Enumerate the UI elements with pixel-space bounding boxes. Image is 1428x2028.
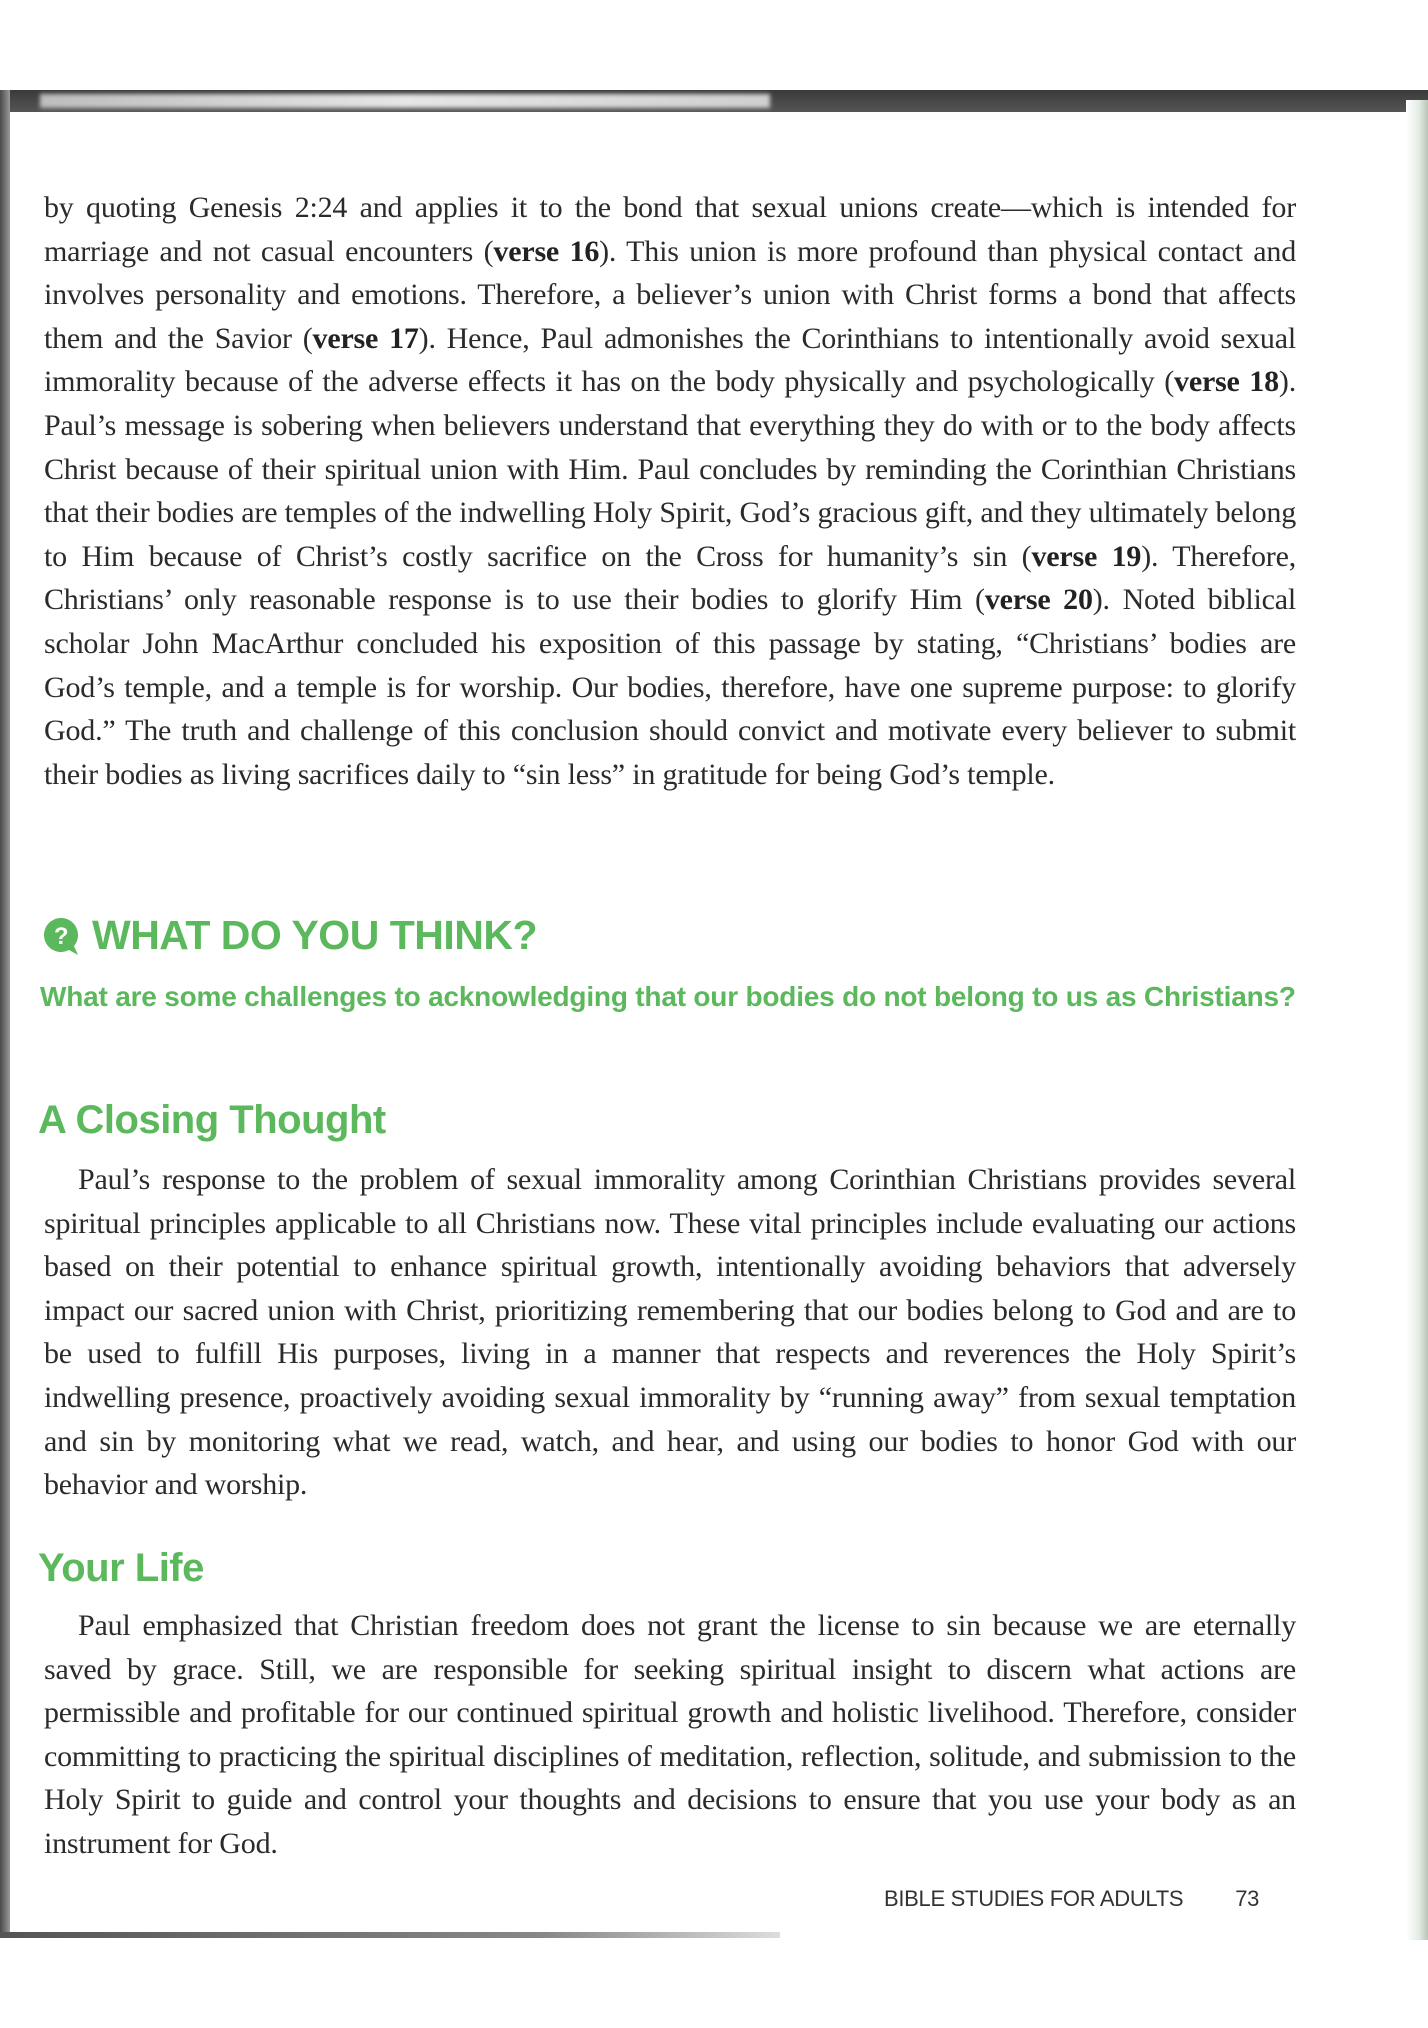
verse-reference: verse 17: [312, 321, 419, 355]
verse-reference: verse 19: [1031, 539, 1142, 573]
what-do-you-think-heading: [40, 912, 537, 959]
closing-thought-heading: A Closing Thought: [38, 1098, 386, 1142]
intro-paragraph: [44, 186, 1296, 796]
svg-text:?: ?: [53, 922, 69, 950]
your-life-paragraph: Paul emphasized that Christian freedom does not grant the license to sin because we are eternally saved by grace. Still, we are responsible for seeking spiritual insight to discern what actions are permissible and profitable for our continued spiritual growth and holistic livelihood. Therefore, consider committing to practicing the spiritual disciplines of meditation, reflection, solitude, and submission to the Holy Spirit to guide and control your thoughts and decisions to ensure that you use your body as an instrument for God.: [44, 1609, 1296, 1860]
discussion-question: What are some challenges to acknowledging that our bodies do not belong to us as Christians?: [40, 981, 1296, 1012]
page-footer: [884, 1886, 1259, 1912]
closing-thought-paragraph: Paul’s response to the problem of sexual immorality among Corinthian Christians provides several spiritual principles applicable to all Christians now. These vital principles include evaluating our actions based on their potential to enhance spiritual growth, intentionally avoiding behaviors that adversely impact our sacred union with Christ, prioritizing remembering that our bodies belong to God and are to be used to fulfill His purposes, living in a manner that respects and reverences the Holy Spirit’s indwelling presence, proactively avoiding sexual immorality by “running away” from sexual temptation and sin by monitoring what we read, watch, and hear, and using our bodies to honor God with our behavior and worship.: [44, 1163, 1296, 1502]
scan-shadow-bottom: [0, 1932, 780, 1938]
publication-title: BIBLE STUDIES FOR ADULTS: [884, 1886, 1184, 1911]
page-number: 73: [1235, 1886, 1260, 1911]
question-speech-bubble-icon: [40, 915, 82, 957]
your-life-heading: Your Life: [38, 1546, 204, 1590]
verse-reference: verse 18: [1174, 365, 1279, 399]
scan-shadow-left: [0, 90, 10, 1938]
intro-text-segment: ). Hence, Paul admonishes the Corinthians to intentionally avoid sexual immorality because of the adverse effects it has on the body physically and psychologically (: [44, 321, 1296, 399]
intro-text-segment: ). Therefore, Christians’ only reasonable response is to use their bodies to glorify Him (: [44, 539, 1297, 617]
intro-text-segment: ). This union is more profound than physical contact and involves personality and emotions. Therefore, a believer’s union with Christ forms a bond that affects them and the Savior (: [44, 234, 1296, 355]
intro-text-segment: by quoting Genesis 2:24 and applies it to the bond that sexual unions create—which is intended for marriage and not casual encounters (: [44, 191, 1296, 268]
intro-text-segment: ). Paul’s message is sobering when believers understand that everything they do with or to the body affects Christ because of their spiritual union with Him. Paul concludes by reminding the Corinthian Christians that their bodies are temples of the indwelling Holy Spirit, God’s gracious gift, and they ultimately belong to Him because of Christ’s costly sacrifice on the Cross for humanity’s sin (: [44, 365, 1296, 573]
what-do-you-think-title: WHAT DO YOU THINK?: [92, 912, 538, 958]
intro-text-segment: ). Noted biblical scholar John MacArthur concluded his exposition of this passage by stating, “Christians’ bodies are God’s temple, and a temple is for worship. Our bodies, therefore, have one supreme purpose: to glorify God.” The truth and challenge of this conclusion should convict and motivate every believer to submit their bodies as living sacrifices daily to “sin less” in gratitude for being God’s temple.: [44, 583, 1296, 791]
verse-reference: verse 16: [493, 234, 600, 268]
scan-highlight-top: [40, 94, 770, 108]
scan-shadow-right: [1406, 100, 1428, 1940]
verse-reference: verse 20: [984, 583, 1093, 617]
